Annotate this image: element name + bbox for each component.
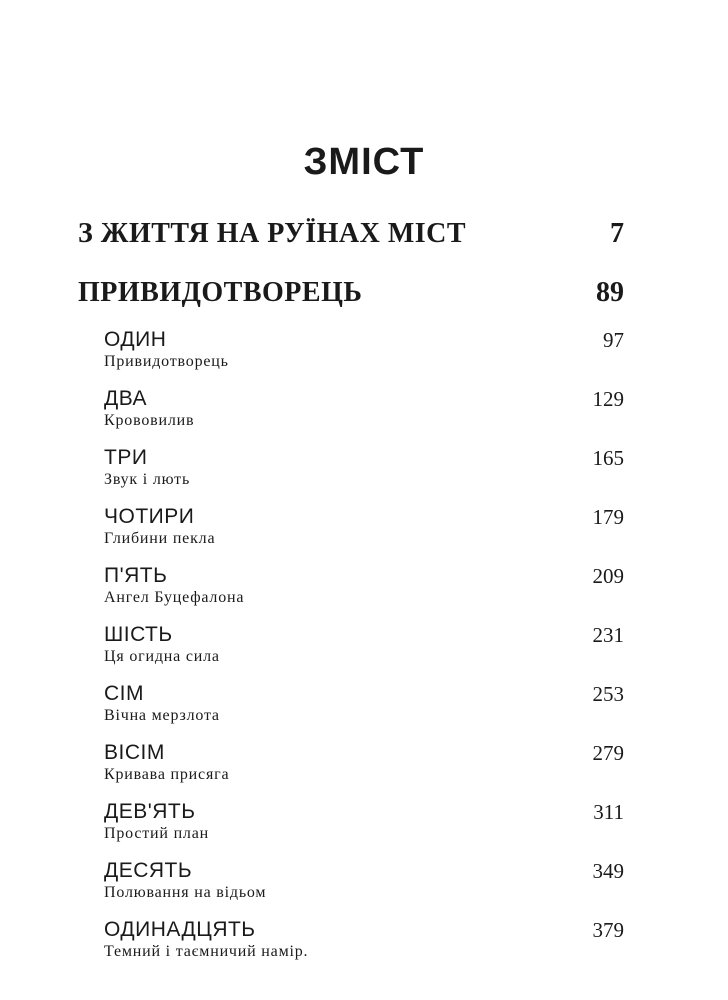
- chapter-subtitle: Звук і лють: [104, 471, 191, 488]
- toc-part-entry: [78, 217, 624, 257]
- chapter-number: ДЕВ'ЯТЬ: [104, 800, 196, 823]
- toc-part-entry: [78, 276, 624, 316]
- chapter-subtitle: Глибини пекла: [104, 530, 216, 547]
- chapter-number: ВІСІМ: [104, 741, 165, 764]
- chapter-subtitle: Ангел Буцефалона: [104, 589, 245, 606]
- chapter-number: СІМ: [104, 682, 144, 705]
- chapter-number: ОДИН: [104, 328, 167, 351]
- chapter-number: ДЕСЯТЬ: [104, 859, 193, 882]
- toc-chapter-entry: [104, 504, 624, 554]
- chapter-page-number: 231: [592, 623, 624, 647]
- toc-chapter-entry: [104, 799, 624, 849]
- toc-chapter-entry: [104, 327, 624, 377]
- chapter-number: ОДИНАДЦЯТЬ: [104, 918, 256, 941]
- toc-chapter-entry: [104, 563, 624, 613]
- chapter-page-number: 279: [592, 741, 624, 765]
- chapter-number: ЧОТИРИ: [104, 505, 195, 528]
- chapter-page-number: 379: [592, 918, 624, 942]
- chapter-subtitle: Ця огидна сила: [104, 648, 220, 665]
- toc-chapter-entry: [104, 917, 624, 967]
- chapter-number: ШІСТЬ: [104, 623, 173, 646]
- chapter-subtitle: Крововилив: [104, 412, 195, 429]
- chapter-number: ТРИ: [104, 446, 148, 469]
- chapter-number: ДВА: [104, 387, 148, 410]
- chapter-number: П'ЯТЬ: [104, 564, 168, 587]
- chapter-page-number: 253: [592, 682, 624, 706]
- chapter-page-number: 311: [593, 800, 624, 824]
- toc-chapter-entry: [104, 622, 624, 672]
- part-title: З ЖИТТЯ НА РУЇНАХ МІСТ: [78, 218, 467, 249]
- toc-chapter-entry: [104, 858, 624, 908]
- chapter-page-number: 129: [592, 387, 624, 411]
- part-page-number: 7: [610, 218, 624, 249]
- chapter-subtitle: Простий план: [104, 825, 209, 842]
- chapter-page-number: 209: [592, 564, 624, 588]
- toc-title: ЗМІСТ: [303, 141, 425, 183]
- toc-chapter-entry: [104, 740, 624, 790]
- chapter-page-number: 179: [592, 505, 624, 529]
- chapter-page-number: 349: [592, 859, 624, 883]
- chapter-subtitle: Вічна мерзлота: [104, 707, 220, 724]
- chapter-subtitle: Кривава присяга: [104, 766, 230, 783]
- chapter-page-number: 165: [592, 446, 624, 470]
- chapter-page-number: 97: [603, 328, 624, 352]
- chapter-subtitle: Полювання на відьом: [104, 884, 267, 901]
- part-title: ПРИВИДОТВОРЕЦЬ: [78, 277, 363, 308]
- chapter-subtitle: Привидотворець: [104, 353, 229, 370]
- toc-chapter-entry: [104, 445, 624, 495]
- chapter-subtitle: Темний і таємничий намір.: [104, 943, 309, 960]
- toc-chapter-entry: [104, 386, 624, 436]
- toc-chapter-entry: [104, 681, 624, 731]
- part-page-number: 89: [596, 277, 624, 308]
